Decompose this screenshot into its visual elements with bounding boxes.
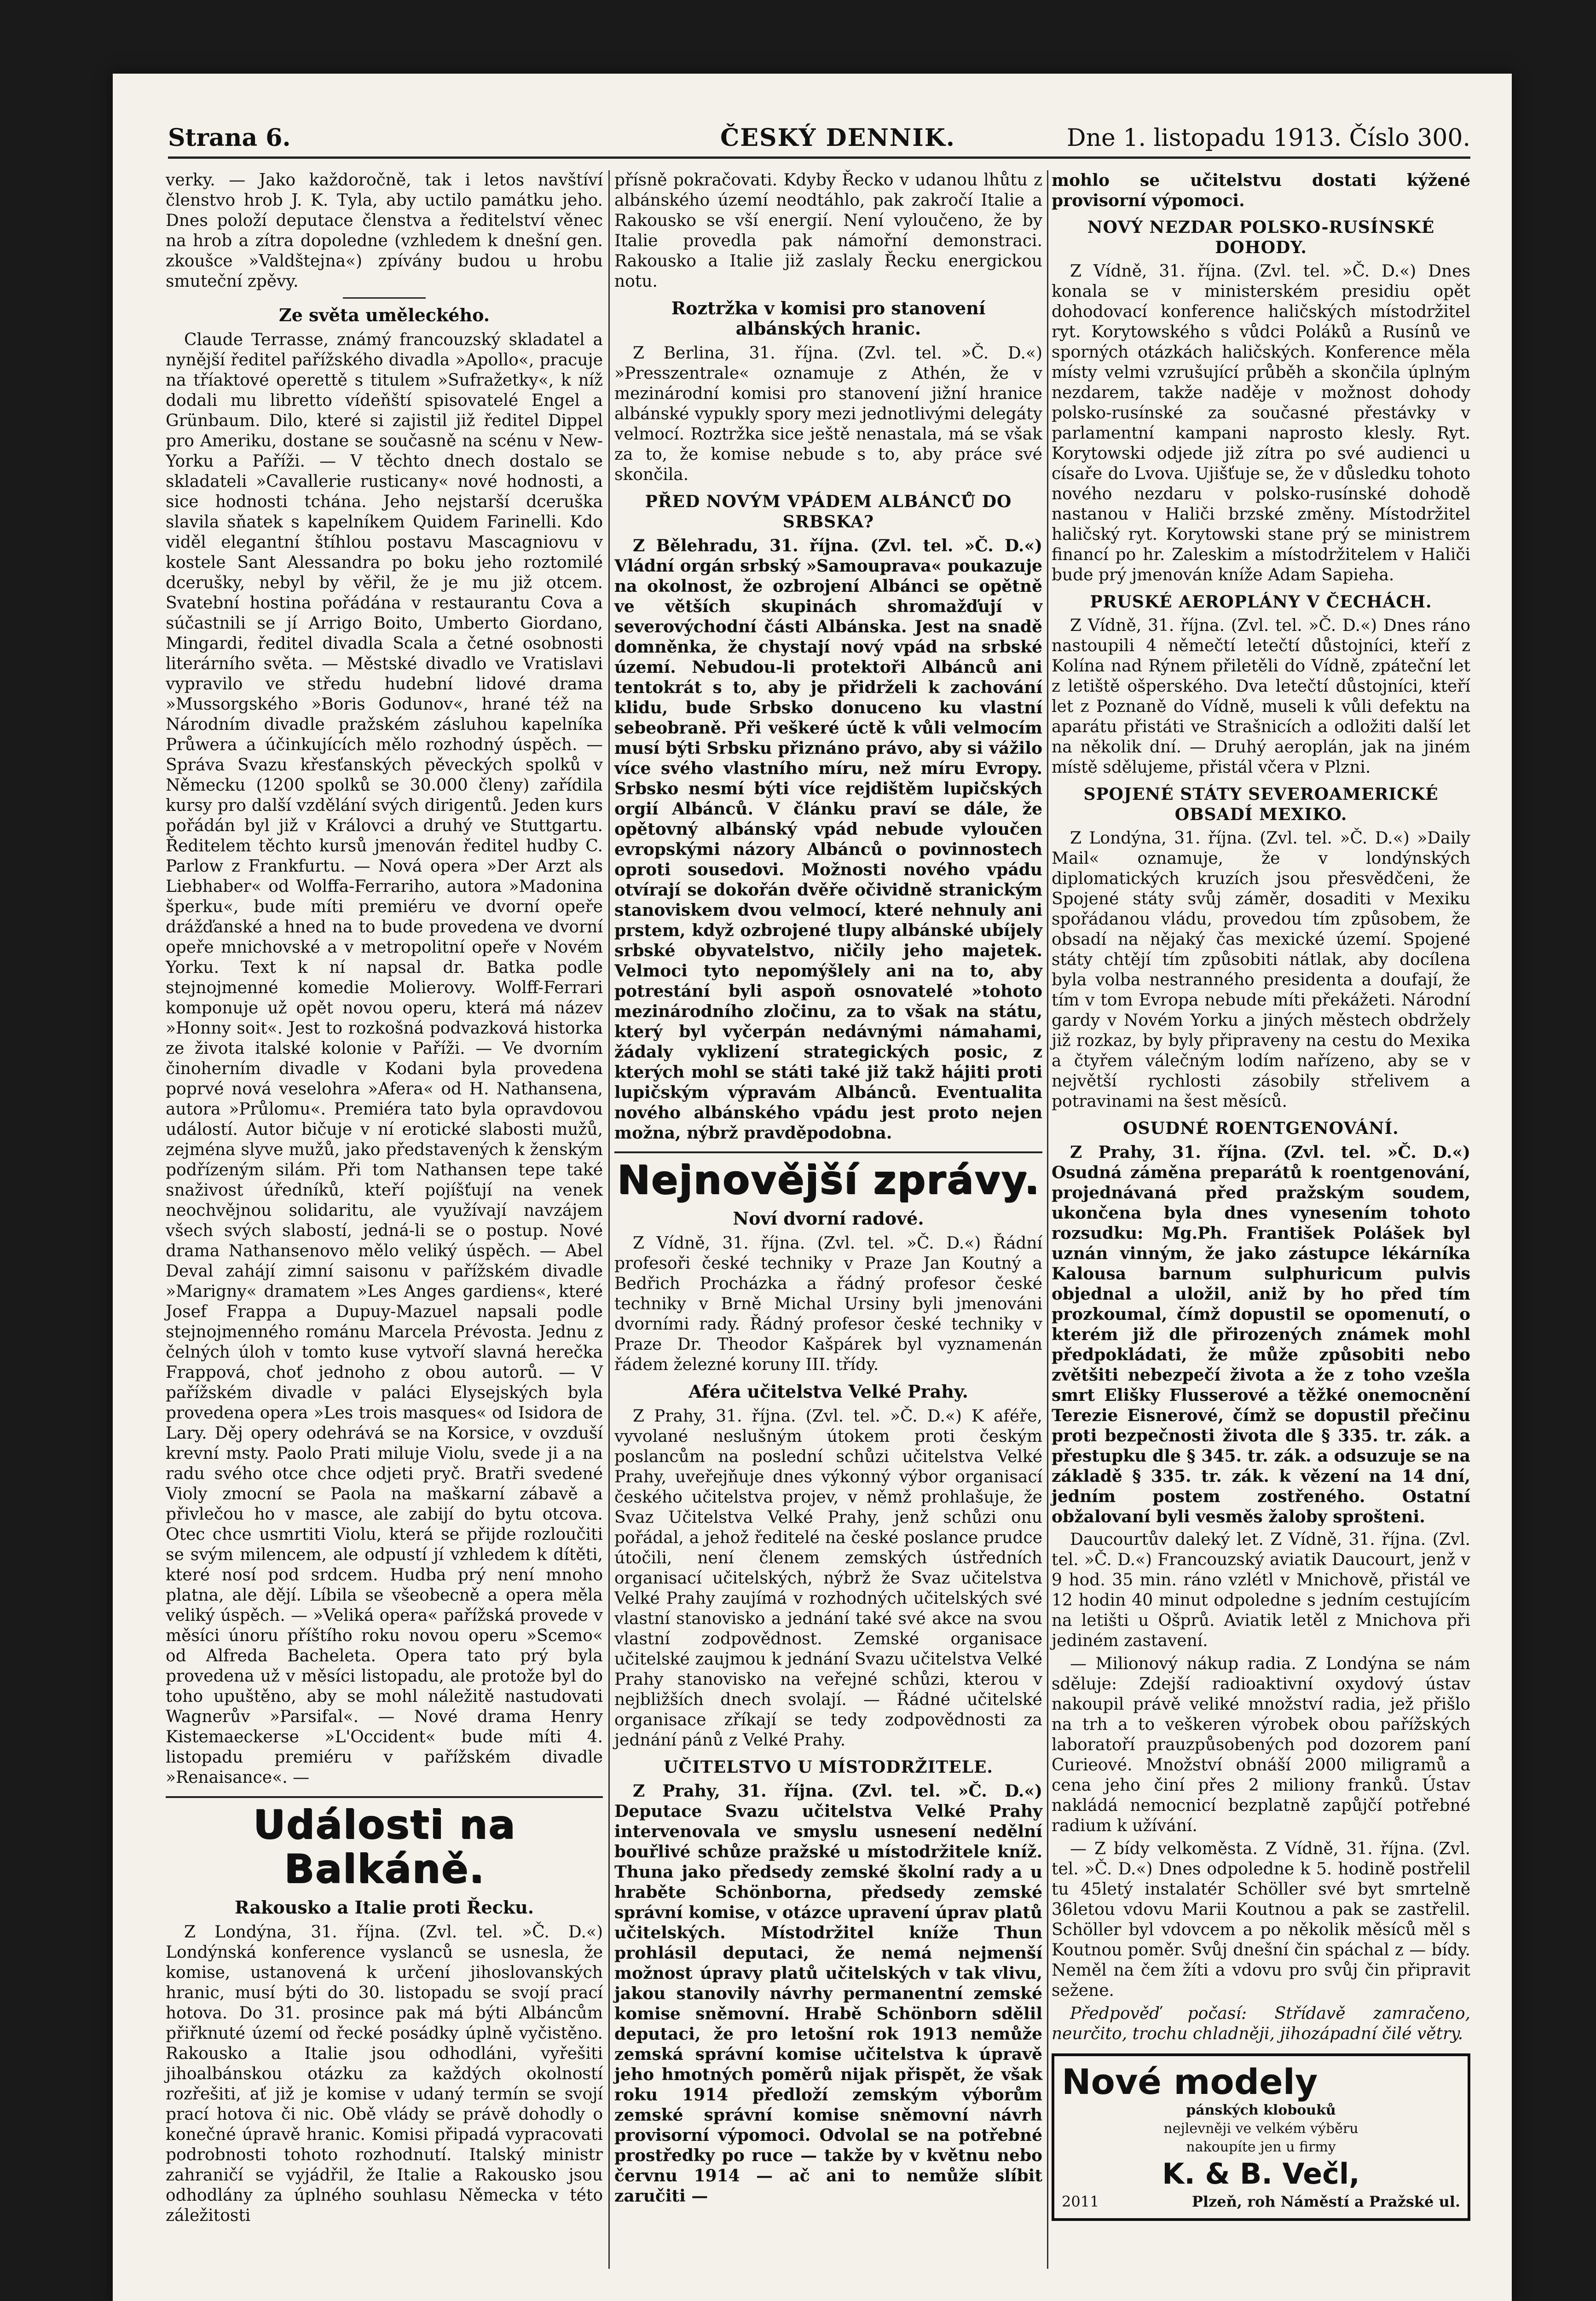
article-paragraph: Z Londýna, 31. října. (Zvl. tel. »Č. D.«) »Daily Mail« oznamuje, že v londýnských diplomatických kruzích jsou přesvědčeni, že Spojené státy svůj záměr, dosaditi v Mexiku spořádanou vládu, provedou tím způsobem, že obsadí na nějaký čas mexické území. Spojené státy chtějí tím způsobiti nátlak, aby docílena byla volba nestranného presidenta a doufají, že tím v tom Evropa nebude míti překážeti. Národní gardy v Novém Yorku a jiných městech obdržely již rozkaz, by byly připraveny na cestu do Mexika a čtyřem válečným lodím nařízeno, aby se v největší rychlosti zásobily střelivem a potravinami na šest měsíců. (1052, 829, 1470, 1111)
article-heading: PŘED NOVÝM VPÁDEM ALBÁNCŮ DO SRBSKA? (645, 492, 1012, 532)
ad-subtitle: pánských klobouků (1186, 2102, 1336, 2118)
article-paragraph: Daucourtův daleký let. Z Vídně, 31. října. (Zvl. tel. »Č. D.«) Francouzský aviatik Daucourt, jenž v 9 hod. 35 min. ráno vzlétl v Mnichově, přistál ve 12 hodin 40 minut odpoledne s jedním cestujícím na letišti u Ošprů. Aviatik letěl z Mnichova při jediném zastavení. (1052, 1530, 1470, 1650)
article-paragraph: — Milionový nákup radia. Z Londýna se nám sděluje: Zdejší radioaktivní oxydový ústav nakoupil právě veliké množství radia, jež přišlo na trh a to veškeren výrobek obou pařížských laboratoří prauzpůsobených pod dozorem paní Curieové. Množství obnáší 2000 miligramů a cena jeho činí přes 2 miliony franků. Ústav nakládá nemocnicí bezplatně zapůjčí potřebné radium k užívání. (1052, 1654, 1470, 1835)
article-paragraph: Z Vídně, 31. října. (Zvl. tel. »Č. D.«) Řádní profesoři české techniky v Praze Jan Koutný a Bedřich Procházka a řádný profesor české techniky v Brně Michal Ursiny byli jmenováni dvorními rady. Řádný profesor české techniky v Praze Dr. Theodor Kašpárek byl vyznamenán řádem železné koruny III. třídy. (614, 1234, 1042, 1374)
ad-address: Plzeň, roh Náměstí a Pražské ul. (1191, 2193, 1460, 2210)
issue-date: Dne 1. listopadu 1913. Číslo 300. (1066, 124, 1470, 152)
article-heading: Noví dvorní radové. (733, 1208, 924, 1229)
article-paragraph: verky. — Jako každoročně, tak i letos navštíví členstvo hrob J. K. Tyla, aby uctilo památku jeho. Dnes položí deputace členstva a ředitelství věnec na hrob a zítra dopoledne (vzhledem k dnešní gen. zkoušce »Valdštejna«) zpívány budou u hrobu smuteční zpěvy. (166, 171, 603, 291)
ad-number: 2011 (1062, 2193, 1099, 2210)
article-paragraph: mohlo se učitelstvu dostati kýžené provisorní výpomoci. (1052, 171, 1470, 210)
ad-footer (1062, 2191, 1460, 2212)
newspaper-title: ČESKÝ DENNIK. (720, 124, 956, 152)
article-paragraph: Z Berlina, 31. října. (Zvl. tel. »Č. D.«) »Presszentrale« oznamuje z Athén, že v mezinárodní komisi pro stanovení jižní hranice albánské vypukly spory mezi jednotlivými delegáty velmocí. Roztržka sice ještě nenastala, má se však za to, že komise nebude s to, aby práce své skončila. (614, 344, 1042, 484)
article-paragraph: Z Bělehradu, 31. října. (Zvl. tel. »Č. D.«) Vládní orgán srbský »Samouprava« poukazuje na okolnost, že ozbrojení Albánci se opětně ve větších skupinách shromažďují v severovýchodní části Albánska. Jest na snadě domněnka, že chystají nový vpád na srbské území. Nebudou-li protektoři Albánců ani tentokrát s to, aby je přidrželi k zachování klidu, bude Srbsko donuceno ku vlastní sebeobraně. Při veškeré úctě k vůli velmocím musí býti Srbsku přiznáno právo, aby si vážilo více svého vlastního míru, než míru Evropy. Srbsko nesmí býti více rejdištěm lupičských orgií Albánců. V článku praví se dále, že opětovný albánský vpád nebude vyloučen evropskými názory Albánců o povinnostech oproti sousedovi. Možnosti nového vpádu otvírají se dokořán dvěře očividně stranickým stanoviskem dvou velmocí, které nehnuly ani prstem, když ozbrojené tlupy albánské ubíjely srbské obyvatelstvo, ničily jeho majetek. Velmoci tyto nepomýšlely ani na to, aby potrestání byli aspoň osnovatelé »tohoto mezinárodního zločinu, za to však na státu, který byl vyčerpán nedávnými námahami, žádaly vyklizení strategických posic, z kterých mohl se státi také již takž hájiti proti lupičským výpravám Albánců. Eventualita nového albánského vpádu jest proto nejen možna, nýbrž pravděpodobna. (614, 536, 1042, 1143)
article-heading: Aféra učitelstva Velké Prahy. (688, 1381, 968, 1402)
ad-line: nakoupíte jen u firmy (1186, 2139, 1336, 2155)
separator (343, 297, 426, 299)
article-heading: SPOJENÉ STÁTY SEVEROAMERICKÉ OBSADÍ MEXIKO. (1083, 785, 1439, 824)
column-left (166, 170, 603, 2229)
advertisement (1052, 2053, 1470, 2221)
section-banner: Nejnovější zprávy. (614, 1151, 1042, 1202)
article-heading: Rakousko a Italie proti Řecku. (235, 1897, 534, 1918)
article-paragraph: Z Londýna, 31. října. (Zvl. tel. »Č. D.«) Londýnská konference vyslanců se usnesla, že komise, ustanovená k určení jihoslovanských hranic, musí býti do 30. listopadu se svojí prací hotova. Do 31. prosince pak má býti Albáncům přiřknuté území od řecké posádky úplně vyčistěno. Rakousko a Italie jsou odhodláni, vyřešiti jihoalbánskou otázku za každých okolností rozřešiti, ať již je komise v udaný termín se svojí prací hotova či nic. Obě vlády se právě dohodly o konečné úpravě hranic. Komisi připadá vypracovati podrobnosti tohoto rozhodnutí. Italský ministr zahraničí se vyjádřil, že Italie a Rakousko jsou odhodlány za úplného souhlasu Německa v této záležitosti (166, 1923, 603, 2225)
weather-forecast: Předpověď počasí: Střídavě zamračeno, neurčito, trochu chladněji, jihozápadní čilé větry. (1052, 2004, 1470, 2043)
article-heading: PRUSKÉ AEROPLÁNY V ČECHÁCH. (1090, 592, 1432, 612)
article-paragraph: — Z bídy velkoměsta. Z Vídně, 31. října. (Zvl. tel. »Č. D.«) Dnes odpoledne k 5. hodině postřelil tu 45letý instalatér Schöller své byt smrtelně 36letou vdovu Marii Koutnou a pak se zastřelil. Schöller byl vdovcem a po několik měsíců měl s Koutnou poměr. Svůj dnešní čin spáchal z — bídy. Neměl na čem žíti a vdovu pro svůj čin připravit sežene. (1052, 1839, 1470, 2000)
article-paragraph: Z Vídně, 31. října. (Zvl. tel. »Č. D.«) Dnes konala se v ministerském presidiu opět dohodovací konference haličských místodržitel ryt. Korytowského s vůdci Poláků a Rusínů ve sporných otázkách haličských. Konference měla místy velmi vzrušující průběh a skončila úplným nezdarem, takže naděje v možnost dohody polsko-rusínské za současné přestávky v parlamentní kampani naprosto klesly. Ryt. Korytowski odjede již zítra po své audienci u císaře do Lvova. Ujišťuje se, že v důsledku tohoto nového nezdaru v polsko-rusínské dohodě nastanou v Haliči brzské změny. Místodržitel haličský ryt. Korytowski stane prý se ministrem financí po hr. Zaleskim a místodržitelem v Haliči bude prý jmenován kníže Adam Sapieha. (1052, 262, 1470, 584)
page-number: Strana 6. (168, 124, 291, 152)
section-heading: Ze světa uměleckého. (278, 305, 490, 325)
article-paragraph: přísně pokračovati. Kdyby Řecko v udanou lhůtu z albánského území neodtáhlo, pak zakročí Italie a Rakousko se vší energií. Není vyloučeno, že by Italie provedla pak námořní demonstraci. Rakousko a Italie již zaslaly Řecku energickou notu. (614, 171, 1042, 291)
ad-title: Nové modely (1062, 2061, 1318, 2102)
article-paragraph: Z Prahy, 31. října. (Zvl. tel. »Č. D.«) Osudná záměna preparátů k roentgenování, projednávaná před pražským soudem, ukončena byla dnes vynesením tohoto rozsudku: Mg.Ph. František Polášek byl uznán vinným, že jako zástupce lékárníka Kalousa barnum sulphuricum pulvis objednal a uložil, aniž by ho před tím prozkoumal, čímž dopustil se opomenutí, o kterém již dle přirozených známek mohl předpokládati, že může způsobiti nebo zvětšiti nebezpečí života a že z toho vzešla smrt Elišky Flusserové a těžké onemocnění Terezie Eisnerové, čímž se dopustil přečinu proti bezpečnosti života dle § 335. tr. zák. a přestupku dle § 345. tr. zák. a odsuzuje se na základě § 335. tr. zák. k vězení na 14 dní, jedním postem zostřeného. Ostatní obžalovaní byli vesměs žaloby sprošteni. (1052, 1143, 1470, 1526)
column-right (1052, 170, 1470, 2221)
column-divider (1047, 170, 1048, 2269)
ad-line: nejlevněji ve velkém výběru (1163, 2121, 1359, 2137)
article-heading: OSUDNÉ ROENTGENOVÁNÍ. (1123, 1119, 1399, 1138)
article-paragraph: Claude Terrasse, známý francouzský skladatel a nynější ředitel pařížského divadla »Apollo«, pracuje na tříaktové operettě s titulem »Sufražetky«, k níž dodali mu libretto vídeňští spisovatelé Engel a Grünbaum. Dilo, které si zajistil již ředitel Dippel pro Ameriku, dostane se současně na scénu v New-Yorku a Paříži. — V těchto dnech dostalo se skladateli »Cavallerie rusticany« nové hodnosti, a sice hodnosti tchána. Jeho nejstarší dceruška slavila sňatek s kapelníkem Quidem Farinelli. Kdo viděl elegantní štíhlou postavu Mascagniovu v kostele Sant Alessandra po boku jeho roztomilé dcerušky, nebyl by věřil, že je mu již otcem. Svatební hostina pořádána v restaurantu Cova a súčastnili se jí Arrigo Boito, Umberto Giordano, Mingardi, ředitel divadla Scala a četné osobnosti literárního světa. — Městské divadlo ve Vratislavi vypravilo ve středu hudební lidové drama »Mussorgského »Boris Godunov«, hrané též na Národním divadle pražském zásluhou kapelníka Průwera a účinkujících mělo rozhodný úspěch. — Správa Svazu křesťanských pěveckých spolků v Německu (1200 spolků se 30.000 členy) zařídila kursy pro další vzdělání svých dirigentů. Jeden kurs pořádán byl již v Královci a druhý ve Stuttgartu. Ředitelem těchto kursů jmenován ředitel hudby C. Parlow z Frankfurtu. — Nová opera »Der Arzt als Liebhaber« od Wolffa-Ferrariho, autora »Madonina šperku«, bude míti premiéru ve dvorní opeře drážďanské a hned na to bude provedena ve dvorní opeře mnichovské a v metropolitní opeře v Novém Yorku. Text k ní napsal dr. Batka podle stejnojmenné komedie Molierovy. Wolff-Ferrari komponuje už opět novou operu, která má název »Honny soit«. Jest to rozkošná podvazková historka ze života italské kolonie v Paříži. — Ve dvorním činoherním divadle v Kodani byla provedena poprvé nová veselohra »Afera« od H. Nathansena, autora »Průlomu«. Premiéra tato byla opravdovou událostí. Autor bičuje v ní erotické slabosti mužů, zejména slyve mužů, jako představených k ženským podřízeným silám. Při tom Nathansen tepe také snaživost úředníků, kteří pojíšťují na venek neochvějnou solidaritu, ale využívají navzájem všech svých slabostí, jedná-li se o postup. Nové drama Nathansenovo mělo veliký úspěch. — Abel Deval zahájí zimní saisonu v pařížském divadle »Marigny« dramatem »Les Anges gardiens«, které Josef Frappa a Dupuy-Mazuel napsali podle stejnojmenného románu Marcela Prévosta. Jednu z čelných úloh v tomto kuse vytvoří slavná herečka Frappová, choť jednoho z obou autorů. — V pařížském divadle v paláci Elysejských byla provedena opera »Les trois masques« od Isidora de Lary. Děj opery odehrává se na Korsice, v ovzduší krevní msty. Paolo Prati miluje Violu, svede ji a na radu svého otce chce odjeti pryč. Bratři svedené Violy zmocní se Paola na maškarní zábavě a přivlečou ho v masce, ale zabijí do bytu otcova. Otec chce usmrtiti Violu, která se přijde rozloučiti se svým milencem, ale odpustí jí vzhledem k dítěti, které nosí pod srdcem. Hudba prý není mnoho platna, ale dějí. Líbila se všeobecně a opera měla veliký úspěch. — »Veliká opera« pařížská provede v měsíci únoru příštího roku novou operu »Scemo« od Alfreda Bacheleta. Opera tato prý byla provedena už v měsíci listopadu, ale protože byl do toho upuštěno, aby se mohl náležitě nastudovati Wagnerův »Parsifal«. — Nové drama Henry Kistemaeckerse »L'Occident« bude míti 4. listopadu premiéru v pařížském divadle »Renaisance«. — (166, 330, 603, 1787)
newspaper-page (113, 74, 1512, 2301)
ad-brand: K. & B. Večl, (1162, 2157, 1360, 2191)
article-heading: UČITELSTVO U MÍSTODRŽITELE. (664, 1758, 993, 1777)
article-heading: Roztržka v komisi pro stanovení albánských hranic. (671, 298, 986, 339)
column-middle (614, 170, 1042, 2209)
article-paragraph: Z Prahy, 31. října. (Zvl. tel. »Č. D.«) Deputace Svazu učitelstva Velké Prahy intervenovala ve smyslu usnesení nedělní bouřlivé schůze pražské u místodržitele kníž. Thuna jako předsedy zemské školní rady a u hraběte Schönborna, předsedy zemské správní komise, v otázce upravení úprav platů učitelských. Místodržitel kníže Thun prohlásil deputaci, že nemá nejmenší možnost úpravy platů učitelských v tak vlivu, jakou stanovily návrhy permanentní zemské komise sněmovní. Hrabě Schönborn sdělil deputaci, že pro letošní rok 1913 nemůže zemská správní komise učitelstva k úpravě jeho hmotných poměrů nijak přispět, že však roku 1914 předloží zemským výborům zemské správní komise sněmovní návrh provisorní výpomoci. Odvolal se na potřebné prostředky po ruce — takže by v květnu nebo červnu 1914 — ač ani to nemůže slíbit zaručiti — (614, 1781, 1042, 2206)
article-paragraph: Z Vídně, 31. října. (Zvl. tel. »Č. D.«) Dnes ráno nastoupili 4 němečtí letečtí důstojníci, kteří z Kolína nad Rýnem přiletěli do Vídně, zpáteční let z letiště ošperského. Dva letečtí důstojníci, kteří let z Poznaně do Vídně, museli k vůli defektu na aparátu přistáti ve Strašnicích a odložiti další let na několik dní. — Druhý aeroplán, jak na jiném místě sdělujeme, přistál včera v Plzni. (1052, 616, 1470, 777)
page-header (168, 120, 1470, 159)
article-paragraph: Z Prahy, 31. října. (Zvl. tel. »Č. D.«) K aféře, vyvolané neslušným útokem proti českým poslancům na poslední schůzi učitelstva Velké Prahy, uveřejňuje dnes výkonný výbor organisací českého učitelstva projev, v němž prohlašuje, že Svaz Učitelstva Velké Prahy, jenž schůzi onu pořádal, a jehož ředitelé na české poslance prudce útočili, není členem zemských ústředních organisací učitelských, nýbrž že Svaz učitelstva Velké Prahy zaujímá v rozhodných učitelských své vlastní stanovisko a jednání také své akce na svou vlastní zodpovědnost. Zemské organisace učitelské zaujmou k jednání Svazu učitelstva Velké Prahy stanovisko na veřejné schůzi, kterou v nejbližších dnech svolají. — Řádné učitelské organisace zříkají se tedy zodpovědnosti za jednání pánů z Velké Prahy. (614, 1407, 1042, 1750)
column-divider (608, 170, 610, 2269)
section-banner: Události na Balkáně. (166, 1796, 603, 1891)
article-heading: NOVÝ NEZDAR POLSKO-RUSÍNSKÉ DOHODY. (1087, 218, 1435, 257)
